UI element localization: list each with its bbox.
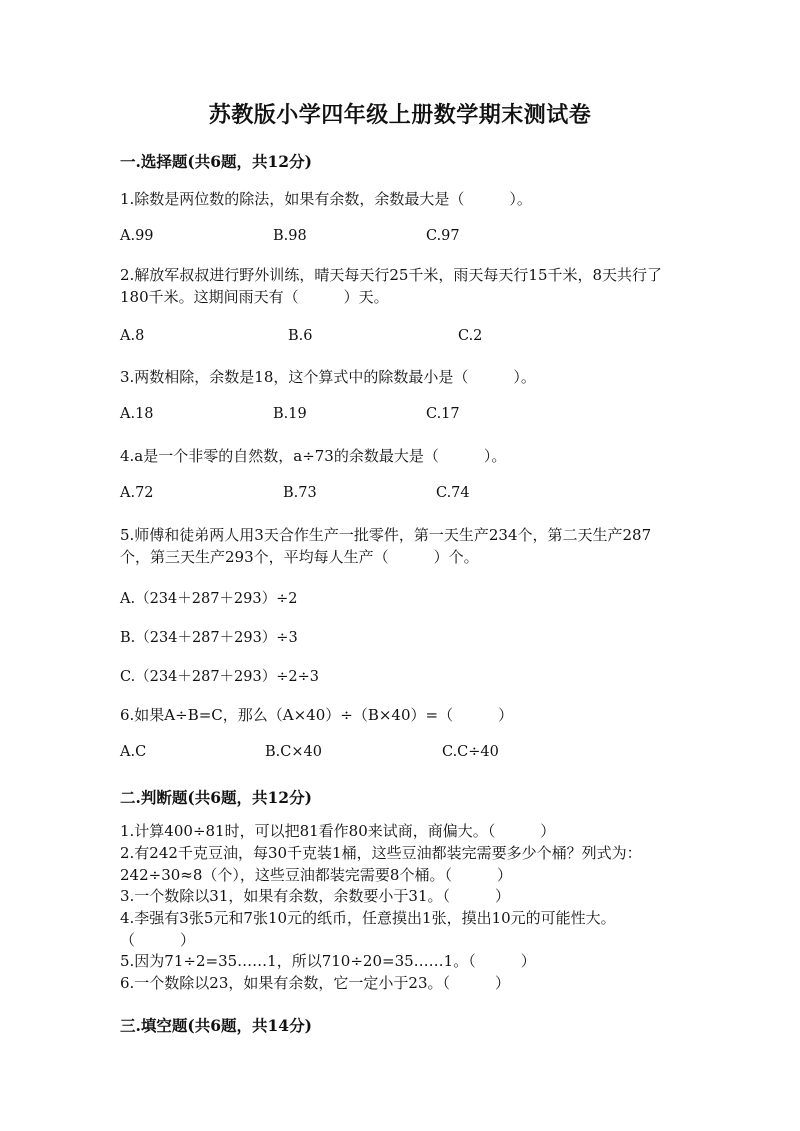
choice-question-6: 6.如果A÷B=C，那么（A×40）÷（B×40）=（ ） xyxy=(120,706,514,724)
option-c: C.C÷40 xyxy=(442,744,499,760)
choice-question-5: 5.师傅和徒弟两人用3天合作生产一批零件，第一天生产234个，第二天生产287个，第三天生产293个，平均每人生产（ ）个。 xyxy=(120,526,652,566)
page-title: 苏教版小学四年级上册数学期末测试卷 xyxy=(208,102,592,128)
option-c: C.74 xyxy=(436,485,470,501)
section-heading-judge: 二.判断题(共6题，共12分) xyxy=(120,788,312,807)
section-heading-choice: 一.选择题(共6题，共12分) xyxy=(120,152,312,171)
choice-question-4: 4.a是一个非零的自然数，a÷73的余数最大是（ ）。 xyxy=(120,447,507,465)
judge-item-6: 6.一个数除以23，如果有余数，它一定小于23。（ ） xyxy=(120,974,510,992)
option-a: A.C xyxy=(120,744,147,760)
choice-options-4 xyxy=(120,485,680,507)
option-b: B.73 xyxy=(283,485,317,501)
choice-5-option-a: A.（234＋287＋293）÷2 xyxy=(120,591,298,607)
option-b: B.19 xyxy=(273,406,307,422)
judge-item-4: 4.李强有3张5元和7张10元的纸币，任意摸出1张，摸出10元的可能性大。 （ ） xyxy=(120,909,639,949)
choice-question-3: 3.两数相除，余数是18，这个算式中的除数最小是（ ）。 xyxy=(120,368,536,386)
judge-item-1: 1.计算400÷81时，可以把81看作80来试商，商偏大。（ ） xyxy=(120,822,556,840)
choice-options-2 xyxy=(120,328,680,350)
option-a: A.8 xyxy=(120,328,145,344)
option-c: C.97 xyxy=(426,228,460,244)
option-c: C.17 xyxy=(426,406,460,422)
section-heading-fill: 三.填空题(共6题，共14分) xyxy=(120,1016,312,1035)
choice-question-1: 1.除数是两位数的除法，如果有余数，余数最大是（ ）。 xyxy=(120,190,532,208)
option-a: A.99 xyxy=(120,228,154,244)
choice-options-6 xyxy=(120,744,680,766)
choice-5-option-b: B.（234＋287＋293）÷3 xyxy=(120,630,298,646)
judge-item-3: 3.一个数除以31，如果有余数，余数要小于31。（ ） xyxy=(120,887,510,905)
choice-options-3 xyxy=(120,406,680,428)
option-b: B.6 xyxy=(288,328,313,344)
option-b: B.98 xyxy=(273,228,307,244)
option-a: A.18 xyxy=(120,406,154,422)
option-c: C.2 xyxy=(458,328,483,344)
choice-5-option-c: C.（234＋287＋293）÷2÷3 xyxy=(120,669,319,685)
judge-item-2: 2.有242千克豆油，每30千克装1桶，这些豆油都装完需要多少个桶？列式为：242÷30≈8（个），这些豆油都装完需要8个桶。（ ） xyxy=(120,844,642,884)
option-a: A.72 xyxy=(120,485,154,501)
option-b: B.C×40 xyxy=(265,744,322,760)
judge-item-5: 5.因为71÷2=35……1，所以710÷20=35……1。（ ） xyxy=(120,952,536,970)
choice-options-1 xyxy=(120,228,680,250)
choice-question-2: 2.解放军叔叔进行野外训练，晴天每天行25千米，雨天每天行15千米，8天共行了180千米。这期间雨天有（ ）天。 xyxy=(120,266,663,306)
